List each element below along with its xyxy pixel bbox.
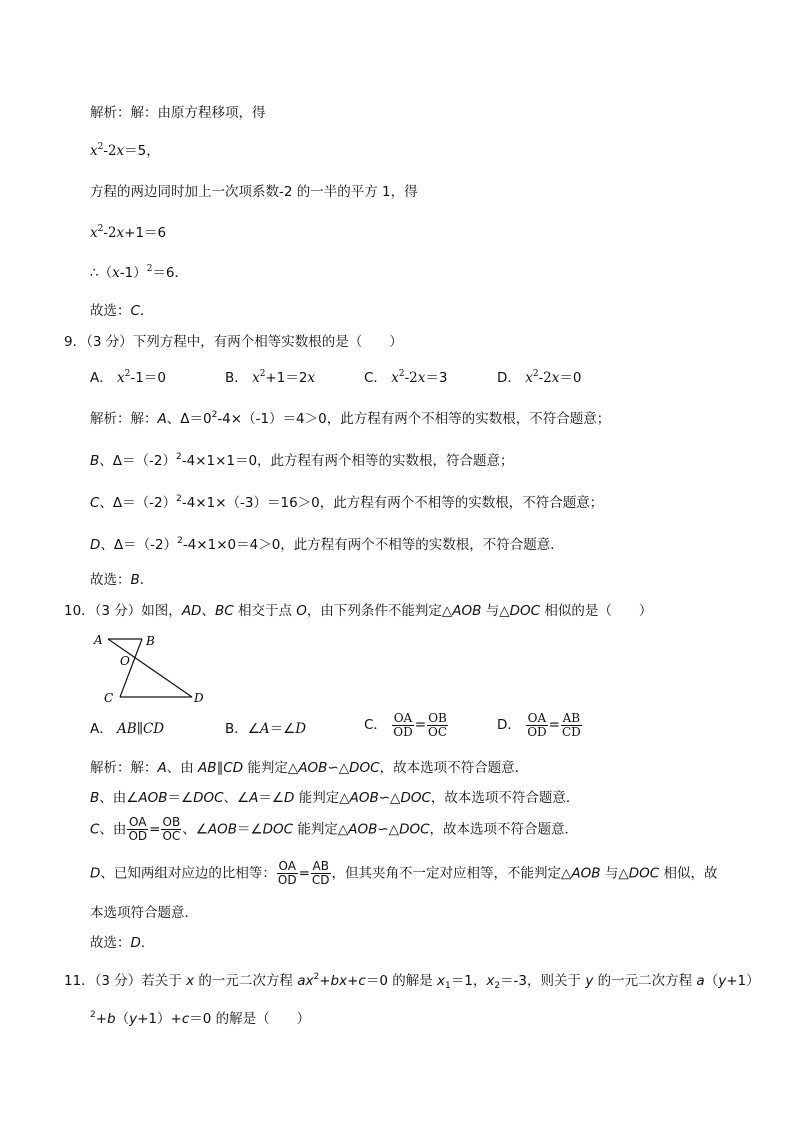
fraction-oa-od: $\frac{OA}{OD}$ [277, 859, 297, 887]
q10-option-a: A． AB∥CD [90, 721, 165, 737]
fraction-oa-od: $\frac{OA}{OD}$ [393, 711, 413, 739]
q8-explanation-line-3: 方程的两边同时加上一次项系数-2 的一半的平方 1，得 [90, 184, 418, 200]
q10-option-b: B．∠A＝∠D [225, 721, 307, 737]
q9-option-a: A． $x^2-1=0$ [90, 369, 166, 386]
q8-equation-1: $x^2-2x=5$， [90, 142, 160, 159]
segment-bc [120, 639, 142, 697]
q9-option-b: B． $x^2+1=2x$ [225, 369, 316, 386]
q10-explanation-d: D、已知两组对应边的比相等： $\frac{OA}{OD}$ = $\frac{AB}{CD}$ ，但其夹角不一定对应相等，不能判定△AOB 与△DOC 相似，故 [90, 859, 718, 887]
fraction-ab-cd: $\frac{AB}{CD}$ [311, 859, 330, 887]
q8-answer: 故选：C． [90, 303, 154, 319]
q9-explanation-a: 解析：解：A、$\Delta=0^2-4\times(-1)=4>0$，此方程有两个不相等的实数根，不符合题意； [90, 410, 611, 427]
q10-explanation-b: B、由∠AOB＝∠DOC、∠A＝∠D 能判定△AOB∽△DOC，故本选项不符合题意． [90, 790, 580, 806]
q10-option-d: D． $\frac{OA}{OD}$ = $\frac{AB}{CD}$ [497, 711, 581, 739]
fraction-oa-od: $\frac{OA}{OD}$ [128, 815, 148, 843]
fraction-oa-od: $\frac{OA}{OD}$ [527, 711, 547, 739]
q9-explanation-b: B、$\Delta=(-2)^2-4\times 1\times 1=0$，此方程有两个相等的实数根，符合题意； [90, 452, 514, 469]
fraction-ob-oc: $\frac{OB}{OC}$ [162, 815, 181, 843]
q10-option-c: C． $\frac{OA}{OD}$ = $\frac{OB}{OC}$ [364, 711, 448, 739]
q11-stem-line-1: 11．（3 分）若关于 x 的一元二次方程 $ax^2+bx+c=0$ 的解是 $x_1=1$，$x_2=-3$，则关于 y 的一元二次方程 a（y+1） [64, 972, 760, 991]
q8-explanation-line-1: 解析：解：由原方程移项，得 [90, 105, 266, 121]
label-c: C [104, 691, 114, 705]
q10-answer: 故选：D． [90, 935, 155, 951]
q9-explanation-c: C、$\Delta=(-2)^2-4\times 1\times(-3)=16>0$，此方程有两个不相等的实数根，不符合题意； [90, 494, 604, 511]
q9-explanation-d: D、$\Delta=(-2)^2-4\times 1\times 0=4>0$，此方程有两个不相等的实数根，不符合题意． [90, 536, 564, 553]
q9-option-d: D． $x^2-2x=0$ [497, 369, 582, 386]
q10-stem: 10．（3 分）如图，AD、BC 相交于点 O，由下列条件不能判定△AOB 与△DOC 相似的是（ ） [64, 603, 653, 619]
fraction-ab-cd: $\frac{AB}{CD}$ [561, 711, 581, 739]
q8-equation-2: $x^2-2x+1=6$ [90, 224, 167, 241]
q10-explanation-c: C、由 $\frac{OA}{OD}$ = $\frac{OB}{OC}$ 、∠AOB＝∠DOC 能判定△AOB∽△DOC，故本选项不符合题意． [90, 815, 579, 843]
q9-stem: 9．（3 分）下列方程中，有两个相等实数根的是（ ） [64, 334, 403, 350]
q10-explanation-a: 解析：解：A、由 AB∥CD 能判定△AOB∽△DOC，故本选项不符合题意． [90, 760, 529, 776]
q10-explanation-d-cont: 本选项符合题意． [90, 905, 198, 921]
label-b: B [146, 634, 155, 648]
q10-figure [86, 630, 216, 708]
label-o: O [120, 654, 130, 668]
fraction-ob-oc: $\frac{OB}{OC}$ [428, 711, 448, 739]
q9-answer: 故选：B． [90, 572, 154, 588]
label-d: D [194, 691, 204, 705]
q9-option-c: C． $x^2-2x=3$ [364, 369, 448, 386]
q8-equation-3: $\therefore(x-1)^2=6$． [90, 264, 189, 281]
q11-stem-line-2: $^2$+b（y+1）+c＝0 的解是（ ） [90, 1010, 311, 1027]
label-a: A [94, 633, 103, 647]
